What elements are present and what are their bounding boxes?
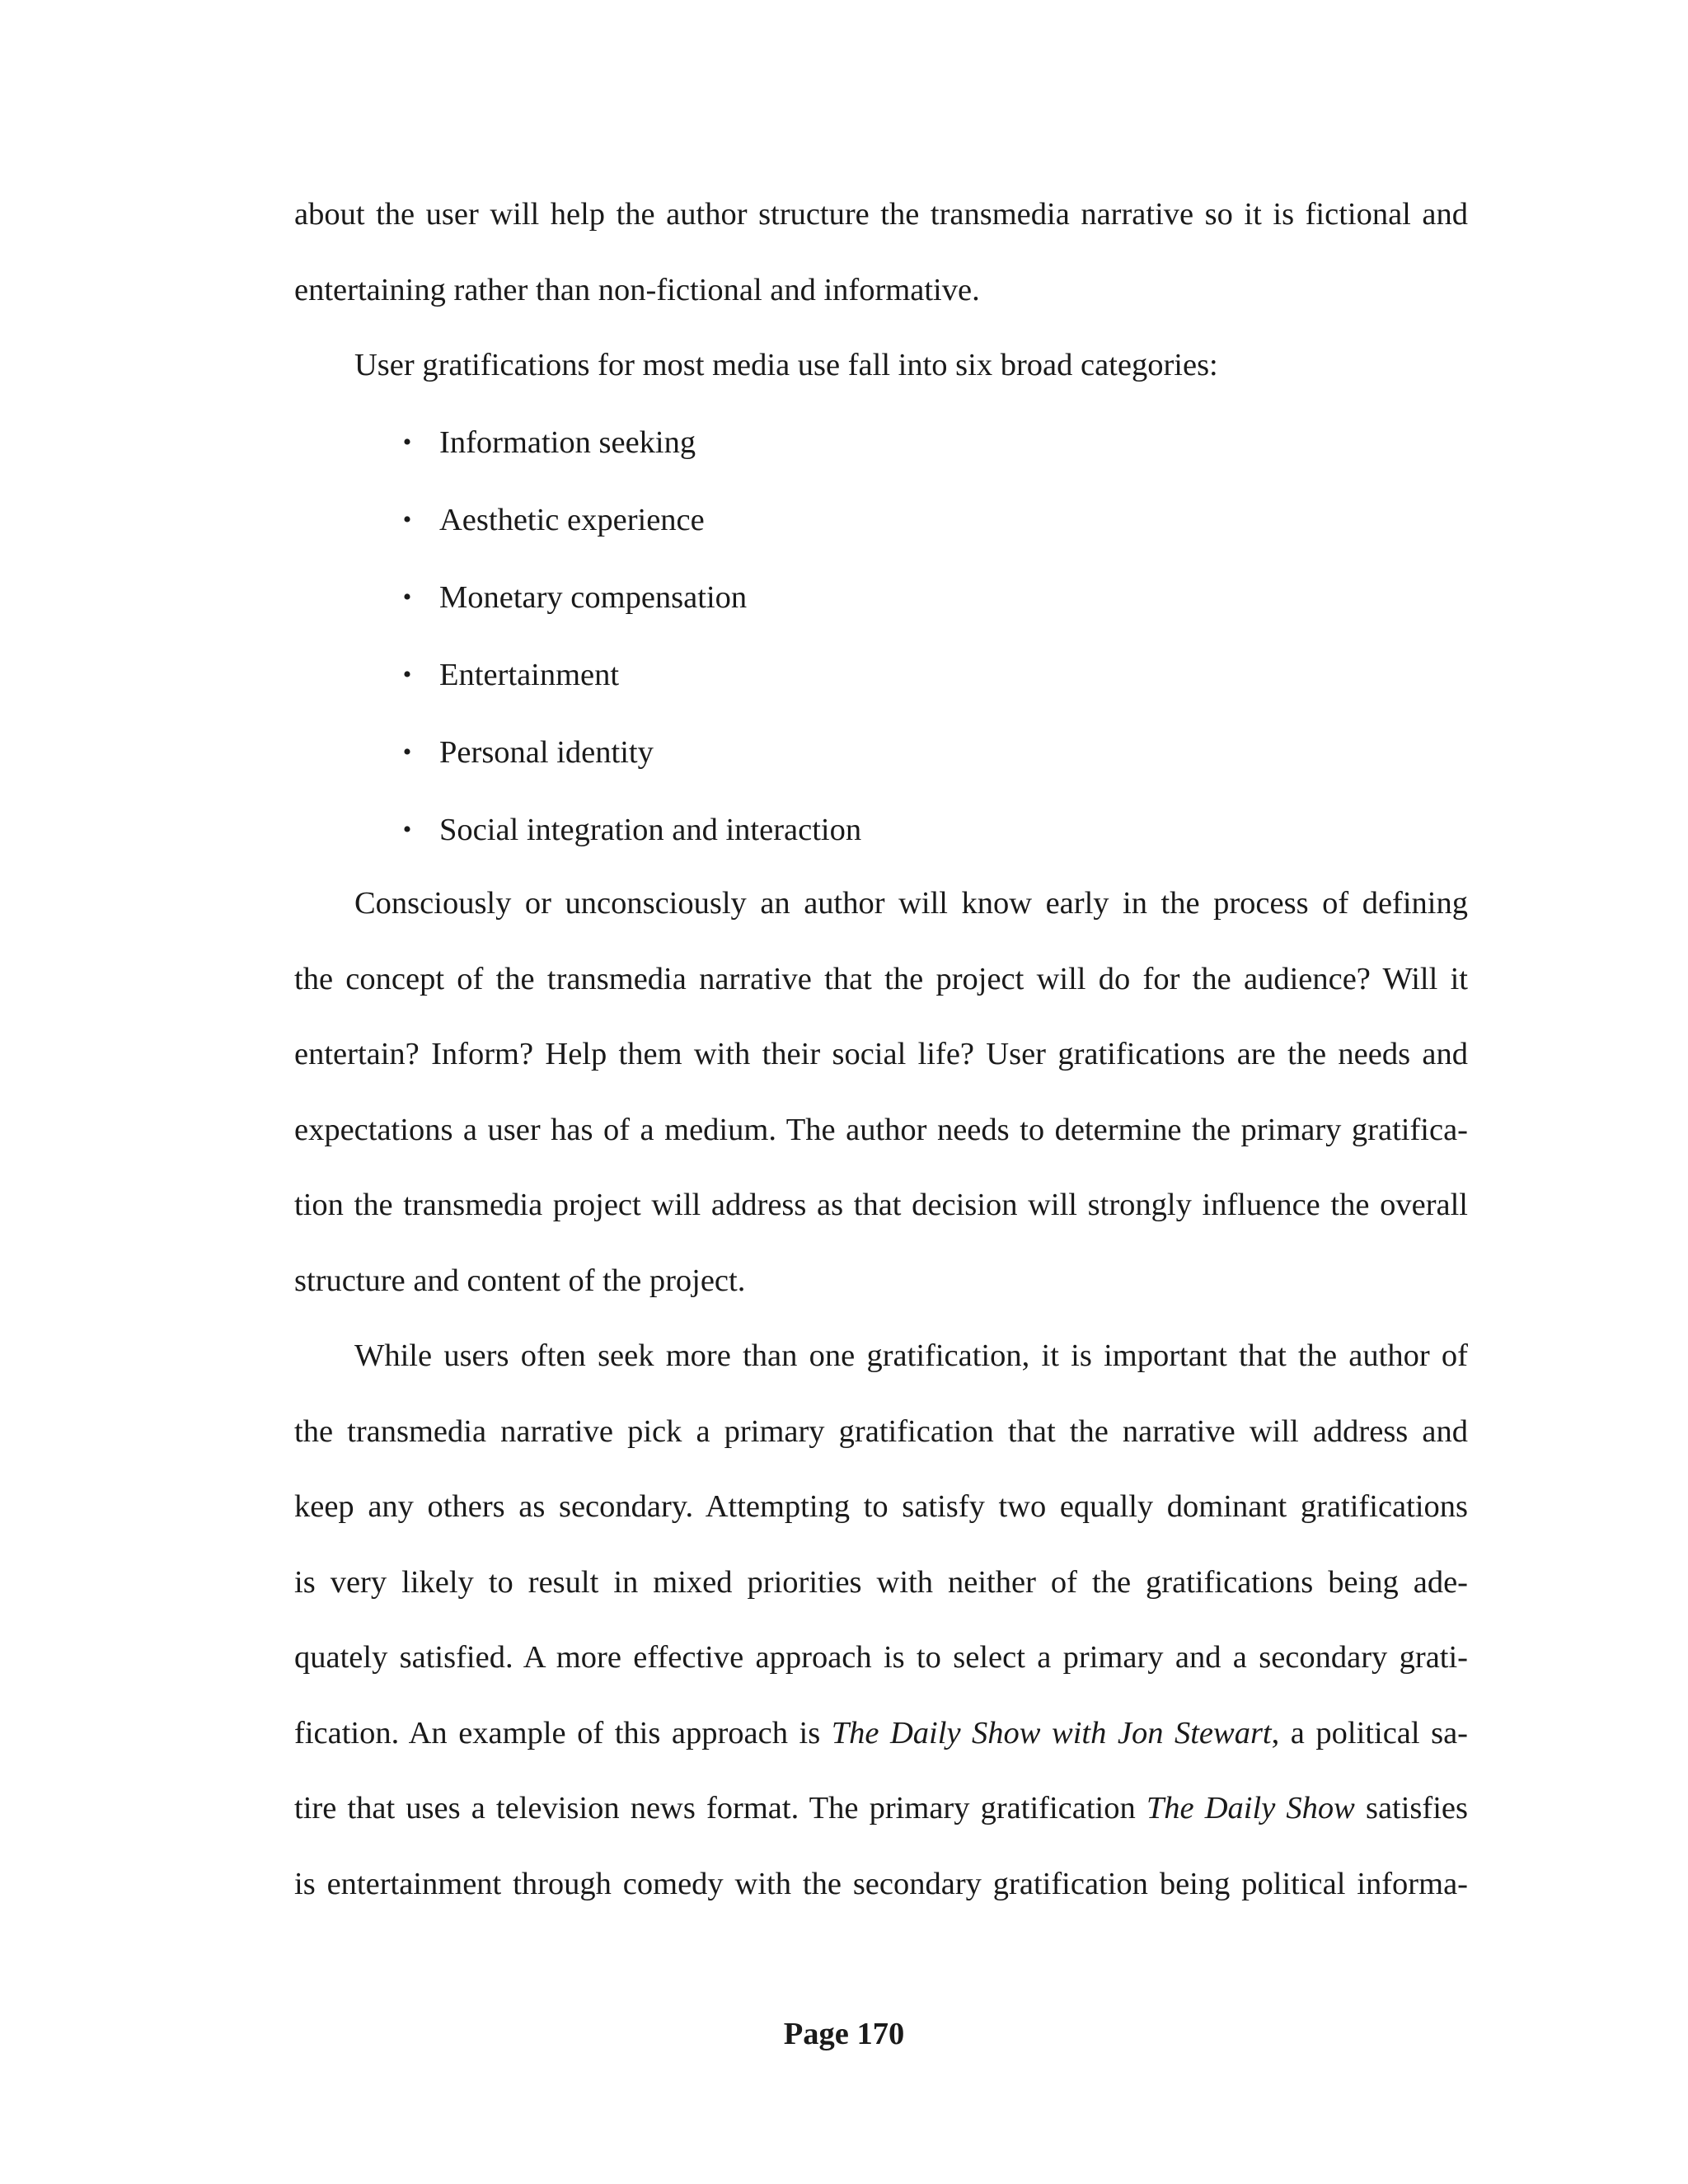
paragraph-gratification-choice	[294, 866, 1468, 1319]
list-intro: User gratifications for most media use fall into six broad categories:	[354, 348, 1218, 382]
body-text	[294, 177, 1468, 404]
list-item	[294, 791, 1468, 869]
bullet-icon: •	[402, 429, 412, 456]
list-item	[294, 714, 1468, 791]
text-line: about the user will help the author structure the transmedia narrative so it is fictional and	[294, 197, 1468, 232]
text-line: keep any others as secondary. Attempting to satisfy two equally dominant gratifications	[294, 1489, 1468, 1524]
text-line	[294, 1771, 1468, 1847]
text-run: fication. An example of this approach is	[294, 1715, 832, 1750]
bullet-icon: •	[402, 738, 412, 766]
text-line: While users often seek more than one gratification, it is important that the author of	[354, 1338, 1468, 1373]
list-item-label: Personal identity	[439, 735, 654, 770]
text-line: expectations a user has of a medium. The author needs to determine the primary gratifica-	[294, 1112, 1468, 1147]
list-item	[294, 559, 1468, 636]
text-line: the transmedia narrative pick a primary gratification that the narrative will address and	[294, 1413, 1468, 1449]
list-item-label: Entertainment	[439, 658, 620, 692]
gratification-list	[294, 404, 1468, 869]
bullet-icon: •	[402, 661, 412, 688]
text-line: quately satisfied. A more effective approach is to select a primary and a secondary grati-	[294, 1640, 1468, 1675]
text-line: is entertainment through comedy with the secondary gratification being political informa-	[294, 1866, 1468, 1901]
text-run: satisfies	[1354, 1791, 1468, 1825]
text-line: tion the transmedia project will address as that decision will strongly influence the overall	[294, 1188, 1468, 1222]
bullet-icon: •	[402, 506, 412, 533]
bullet-icon: •	[402, 583, 412, 611]
text-line: is very likely to result in mixed priorities with neither of the gratifications being ade-	[294, 1564, 1468, 1600]
list-item-label: Information seeking	[439, 425, 696, 460]
paragraph-primary-secondary	[294, 1319, 1468, 1922]
text-run: , a political sa-	[1271, 1715, 1468, 1750]
list-item-label: Aesthetic experience	[439, 503, 705, 537]
list-item-label: Monetary compensation	[439, 580, 748, 615]
text-line: structure and content of the project.	[294, 1263, 746, 1298]
list-item	[294, 481, 1468, 559]
text-line: Consciously or unconsciously an author will know early in the process of defining	[354, 886, 1468, 921]
text-line	[294, 1696, 1468, 1772]
show-title-italic: The Daily Show	[1146, 1791, 1355, 1825]
text-line: the concept of the transmedia narrative that the project will do for the audience? Will it	[294, 961, 1468, 996]
text-run: tire that uses a television news format. The primary gratification	[294, 1791, 1146, 1825]
text-line: entertaining rather than non-fictional and informative.	[294, 272, 980, 307]
list-item	[294, 404, 1468, 481]
text-line: entertain? Inform? Help them with their social life? User gratifications are the needs and	[294, 1037, 1468, 1071]
bullet-icon: •	[402, 816, 412, 843]
show-title-italic: The Daily Show with Jon Stewart	[831, 1715, 1272, 1750]
list-item-label: Social integration and interaction	[439, 813, 862, 847]
paragraph-continuation	[294, 177, 1468, 328]
page-number: Page 170	[783, 2017, 905, 2051]
list-item	[294, 636, 1468, 714]
